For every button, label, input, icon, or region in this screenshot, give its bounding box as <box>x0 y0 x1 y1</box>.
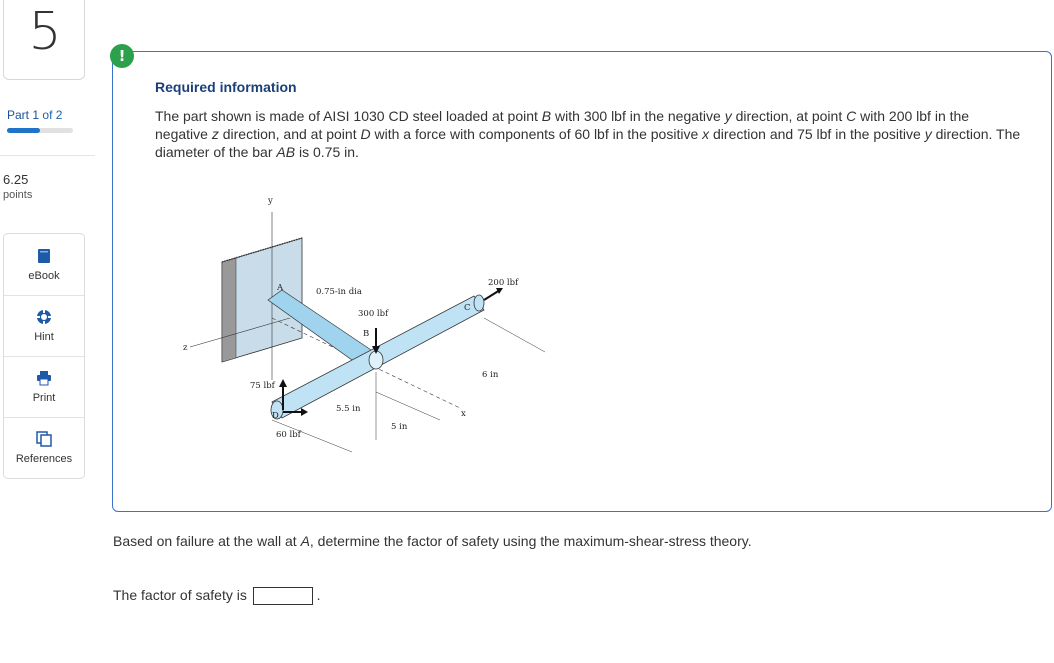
hint-label: Hint <box>34 331 54 343</box>
part-progress-fill <box>7 128 40 133</box>
references-button[interactable] <box>4 417 84 478</box>
answer-suffix: . <box>316 587 321 603</box>
points-label: points <box>3 189 33 201</box>
answer-row <box>113 587 321 605</box>
label-200lbf: 200 lbf <box>488 278 519 288</box>
hint-button[interactable] <box>4 295 84 357</box>
label-y: y <box>268 196 273 206</box>
required-info-title: Required information <box>155 79 297 95</box>
label-5-5in: 5.5 in <box>336 404 361 414</box>
references-label: References <box>15 453 73 465</box>
label-6in: 6 in <box>482 370 499 380</box>
label-z: z <box>183 343 188 353</box>
label-300lbf: 300 lbf <box>358 309 389 319</box>
question-number: 5 <box>28 2 62 62</box>
part-indicator <box>7 108 62 122</box>
force-75-head <box>279 379 287 387</box>
force-60-head <box>301 408 308 416</box>
dim-line-6 <box>484 318 545 352</box>
part-word: Part <box>7 108 30 122</box>
label-x: x <box>461 409 466 419</box>
lifebuoy-icon <box>36 309 52 325</box>
end-c <box>474 295 484 311</box>
force-200 <box>484 290 500 300</box>
label-c: C <box>464 303 471 313</box>
question-number-box <box>3 0 85 80</box>
bar-figure <box>180 190 560 460</box>
answer-prefix: The factor of safety is <box>113 587 247 603</box>
sidebar-divider <box>0 155 95 156</box>
label-5in: 5 in <box>391 422 408 432</box>
question-text: Based on failure at the wall at A, determine the factor of safety using the maximum-shear-stress theory. <box>113 533 752 549</box>
alert-icon: ! <box>110 44 134 68</box>
documents-icon <box>36 431 52 447</box>
part-current: 1 <box>32 108 40 122</box>
part-of: of 2 <box>42 108 63 122</box>
factor-of-safety-input[interactable] <box>253 587 313 605</box>
label-a: A <box>277 283 284 293</box>
ebook-label: eBook <box>28 270 60 282</box>
print-button[interactable] <box>4 356 84 418</box>
book-icon <box>36 248 52 264</box>
ebook-button[interactable] <box>4 234 84 296</box>
print-label: Print <box>32 392 56 404</box>
label-d: D <box>272 411 279 421</box>
required-info-text: The part shown is made of AISI 1030 CD steel loaded at point B with 300 lbf in the negative y direction, at point C with 200 lbf in the negative z direction, and at point D with a force with components of 60 lbf in the positive x direction and 75 lbf in the positive y direction. The diameter of the bar AB is 0.75 in. <box>155 108 1021 160</box>
label-diameter: 0.75-in dia <box>316 287 362 297</box>
points-value: 6.25 <box>3 172 29 187</box>
printer-icon <box>36 370 52 386</box>
tools-panel <box>3 233 85 479</box>
part-progress-bar <box>7 128 73 133</box>
dim-line-5 <box>376 392 440 420</box>
label-b: B <box>363 329 370 339</box>
label-75lbf: 75 lbf <box>250 381 275 391</box>
label-60lbf: 60 lbf <box>276 430 301 440</box>
